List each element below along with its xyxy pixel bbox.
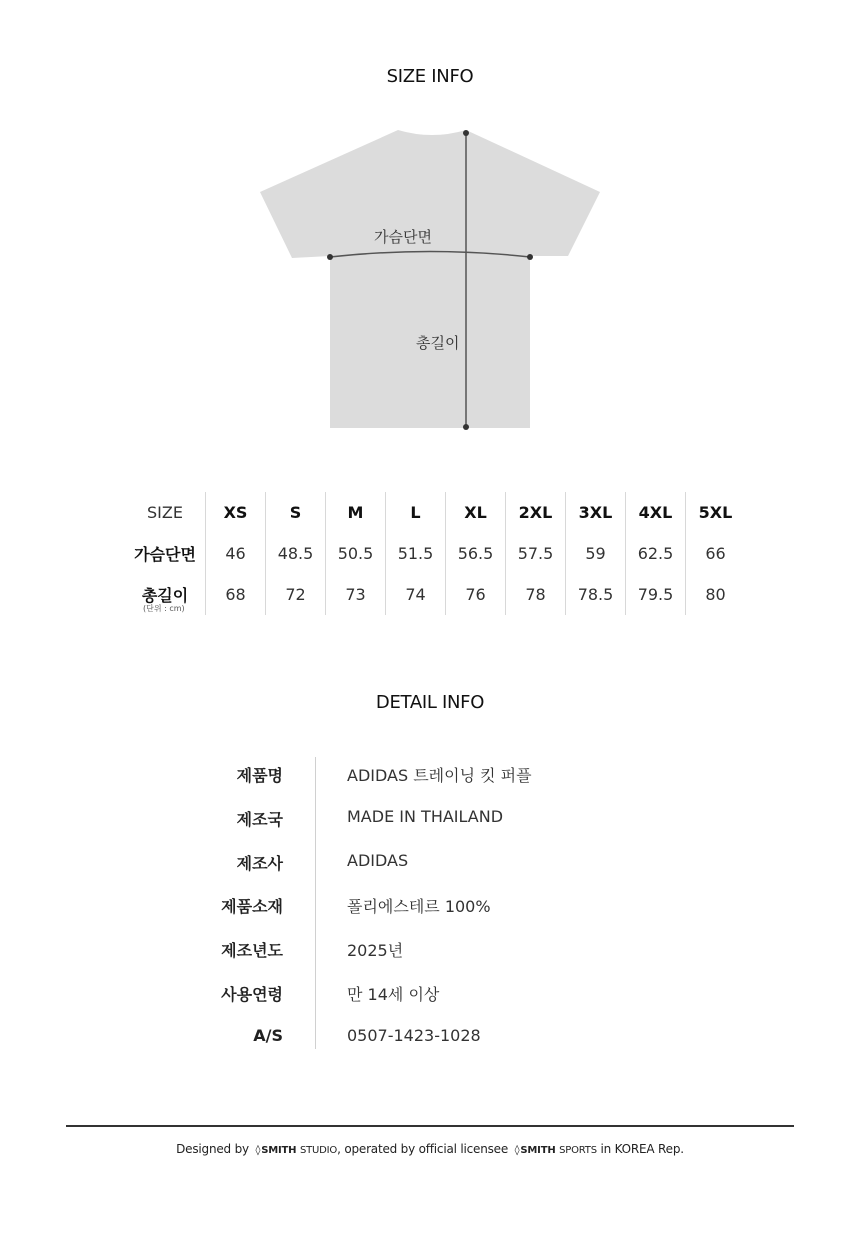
detail-key: 제조사 — [236, 853, 283, 873]
detail-row-material — [0, 888, 860, 932]
length-value: 78 — [506, 574, 566, 615]
operated-by-text: , operated by official licensee — [337, 1142, 509, 1156]
size-xl: XL — [446, 492, 506, 533]
chest-right-dot — [527, 254, 533, 260]
footer-credit — [0, 1142, 860, 1156]
detail-value: 폴리에스테르 100% — [347, 897, 491, 917]
detail-key: A/S — [253, 1025, 283, 1045]
size-5xl: 5XL — [686, 492, 746, 533]
size-3xl: 3XL — [566, 492, 626, 533]
detail-list — [0, 757, 860, 1064]
length-value: 74 — [386, 574, 446, 615]
chest-label: 가슴단면 — [374, 228, 432, 246]
detail-row-year — [0, 932, 860, 976]
chest-value: 66 — [686, 533, 746, 574]
detail-row-origin — [0, 801, 860, 845]
detail-value: ADIDAS — [347, 850, 409, 870]
chest-value: 62.5 — [626, 533, 686, 574]
detail-row-age — [0, 976, 860, 1020]
detail-value: MADE IN THAILAND — [347, 806, 504, 826]
length-bottom-dot — [463, 424, 469, 430]
brand-studio-suffix: STUDIO — [299, 1145, 338, 1156]
size-2xl: 2XL — [506, 492, 566, 533]
detail-key: 제조국 — [236, 809, 283, 829]
chest-value: 51.5 — [386, 533, 446, 574]
length-value: 78.5 — [566, 574, 626, 615]
length-value: 80 — [686, 574, 746, 615]
size-m: M — [326, 492, 386, 533]
chest-value: 48.5 — [266, 533, 326, 574]
tshirt-illustration — [0, 120, 860, 440]
detail-value: 2025년 — [347, 941, 404, 961]
length-value: 68 — [206, 574, 266, 615]
smith-logo-icon: ◊ — [255, 1145, 261, 1156]
detail-value: ADIDAS 트레이닝 킷 퍼플 — [347, 766, 532, 785]
detail-info-title: DETAIL INFO — [375, 692, 485, 713]
length-top-dot — [463, 130, 469, 136]
length-value: 79.5 — [626, 574, 686, 615]
chest-row-label: 가슴단면 — [134, 545, 196, 564]
chest-value: 57.5 — [506, 533, 566, 574]
detail-row-manufacturer — [0, 845, 860, 889]
length-value: 76 — [446, 574, 506, 615]
length-value: 73 — [326, 574, 386, 615]
location-text: in KOREA Rep. — [600, 1142, 684, 1156]
brand-smith-sports: SMITH — [520, 1145, 556, 1156]
chest-row — [125, 533, 745, 574]
detail-key: 제조년도 — [221, 941, 283, 961]
detail-key: 사용연령 — [221, 984, 283, 1004]
detail-row-product-name — [0, 757, 860, 801]
size-s: S — [266, 492, 326, 533]
length-row-label: 총길이 — [141, 586, 189, 605]
detail-value: 만 14세 이상 — [347, 984, 440, 1004]
size-header-row — [125, 492, 745, 533]
chest-value: 56.5 — [446, 533, 506, 574]
size-l: L — [386, 492, 446, 533]
tshirt-diagram — [0, 120, 860, 440]
footer-rule — [66, 1125, 794, 1127]
size-xs: XS — [206, 492, 266, 533]
chest-value: 59 — [566, 533, 626, 574]
detail-row-as — [0, 1020, 860, 1064]
smith-logo-icon: ◊ — [514, 1145, 520, 1156]
detail-key: 제품소재 — [221, 897, 283, 917]
designed-by-text: Designed by — [176, 1142, 249, 1156]
chest-left-dot — [327, 254, 333, 260]
size-header-label: SIZE — [147, 503, 183, 522]
length-row — [125, 574, 745, 615]
detail-value: 0507-1423-1028 — [347, 1025, 481, 1045]
unit-note: (단위 : cm) — [143, 604, 185, 613]
chest-value: 50.5 — [326, 533, 386, 574]
length-label: 총길이 — [416, 334, 460, 352]
size-table — [125, 492, 745, 615]
brand-sports-suffix: SPORTS — [559, 1145, 597, 1156]
tshirt-shape — [260, 130, 600, 428]
size-info-title: SIZE INFO — [386, 66, 474, 87]
brand-smith-studio: SMITH — [261, 1145, 297, 1156]
length-value: 72 — [266, 574, 326, 615]
size-4xl: 4XL — [626, 492, 686, 533]
chest-value: 46 — [206, 533, 266, 574]
detail-key: 제품명 — [236, 766, 283, 785]
